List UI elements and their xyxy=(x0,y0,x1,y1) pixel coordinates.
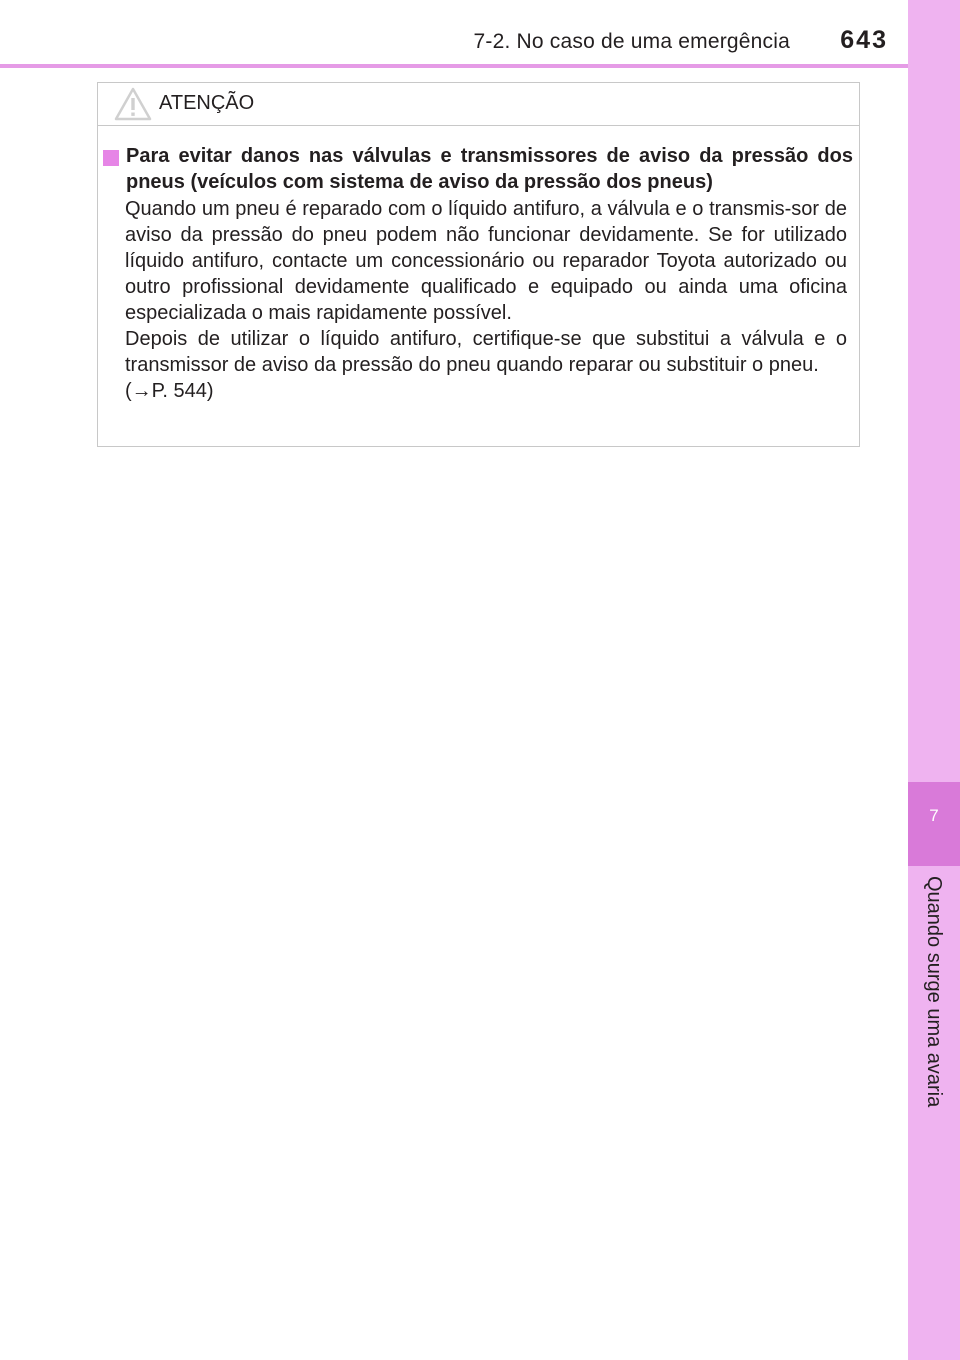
page-number: 643 xyxy=(840,26,888,54)
side-tab xyxy=(908,0,960,1360)
warning-body xyxy=(125,196,847,404)
warning-paragraph: Depois de utilizar o líquido antifuro, certifique-se que substitui a válvula e o transmissor de aviso da pressão do pneu quando reparar ou substituir o pneu. xyxy=(125,328,847,376)
warning-triangle-icon xyxy=(114,87,152,121)
warning-paragraph: Quando um pneu é reparado com o líquido antifuro, a válvula e o transmis-sor de aviso da pressão do pneu podem não funcionar devidamente. Se for utilizado líquido antifuro, contacte um concessionário ou reparador Toyota autorizado ou outro profissional devidamente qualificado e equipado ou ainda uma oficina especializada o mais rapidamente possível. xyxy=(125,198,847,324)
chapter-title: Quando surge uma avaria xyxy=(923,876,945,1108)
chapter-number: 7 xyxy=(929,806,939,825)
page-reference: (→P. 544) xyxy=(125,380,214,402)
warning-label: ATENÇÃO xyxy=(159,92,255,114)
subheading-text: Para evitar danos nas válvulas e transmissores de aviso da pressão dos pneus (veículos com sistema de aviso da pressão dos pneus) xyxy=(126,145,853,193)
square-bullet-icon xyxy=(103,150,119,166)
header-rule xyxy=(0,64,908,68)
section-title: 7-2. No caso de uma emergência xyxy=(473,30,790,53)
warning-subheading xyxy=(103,143,853,195)
warning-box xyxy=(97,82,860,447)
warning-header xyxy=(98,83,859,126)
